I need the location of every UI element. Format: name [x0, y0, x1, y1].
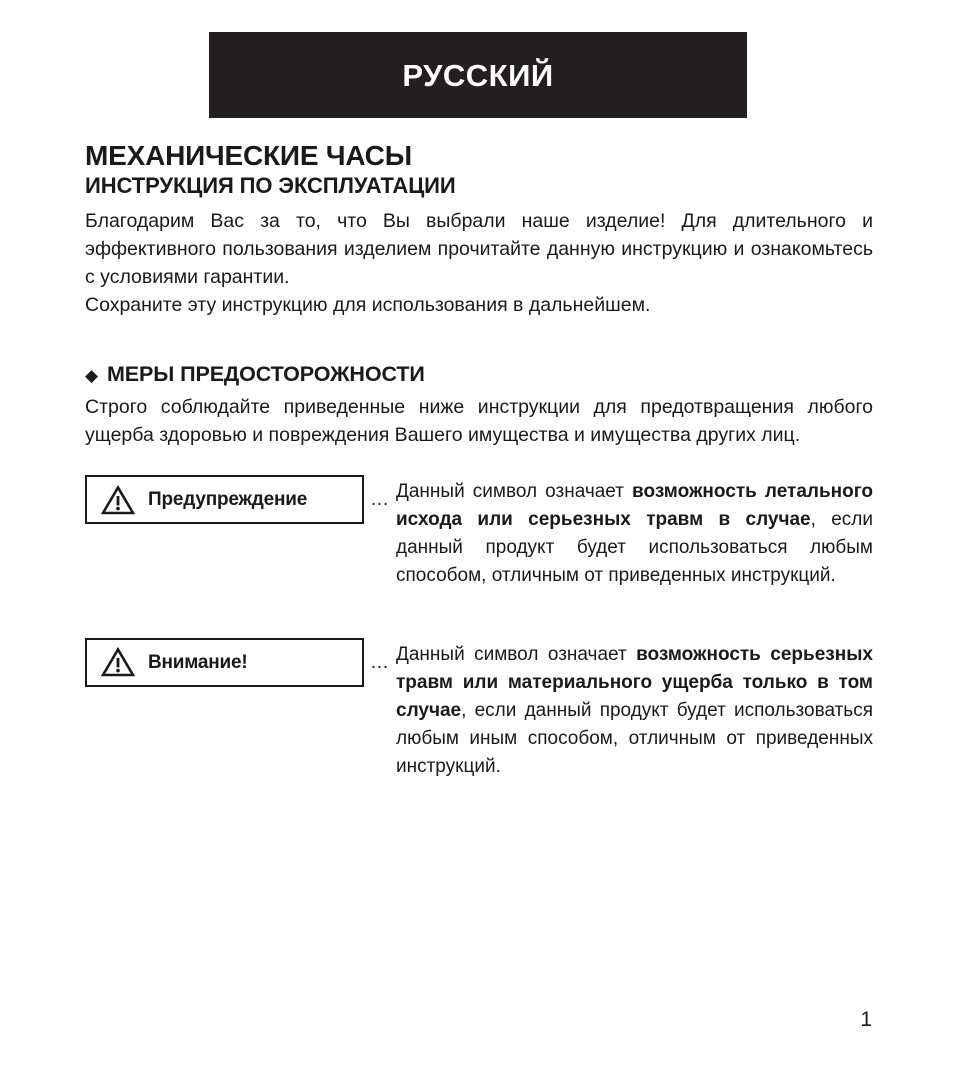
diamond-bullet-icon: ◆ — [85, 365, 98, 385]
caution-description-pre: Данный символ означает — [396, 643, 637, 665]
warning-description-pre: Данный символ означает — [396, 481, 633, 503]
warning-description — [396, 475, 873, 590]
warning-description-post: , если данный продукт будет использоваться любым способом, отличным от приведенных инструкций. — [396, 509, 874, 587]
warning-label-text: Предупреждение — [148, 489, 308, 511]
caution-description-emphasis: возможность серьезных травм или материального ущерба только в том случае — [396, 643, 873, 721]
warning-triangle-icon — [101, 485, 135, 515]
caution-description-post: , если данный продукт будет использоваться любым иным способом, отличным от приведенных инструкций. — [396, 699, 873, 777]
precautions-heading — [85, 362, 873, 387]
caution-description — [396, 638, 873, 781]
precautions-heading-label: МЕРЫ ПРЕДОСТОРОЖНОСТИ — [106, 361, 425, 386]
warning-row — [85, 475, 873, 590]
warning-label-box — [85, 475, 364, 524]
caution-label-box — [85, 638, 364, 687]
page-subtitle: ИНСТРУКЦИЯ ПО ЭКСПЛУАТАЦИИ — [85, 173, 456, 199]
caution-ellipsis: … — [370, 651, 390, 673]
document-body — [85, 140, 873, 781]
caution-row — [85, 638, 873, 781]
intro-keep-note: Сохраните эту инструкцию для использования в дальнейшем. — [85, 294, 651, 317]
precautions-lead-paragraph: Строго соблюдайте приведенные ниже инструкции для предотвращения любого ущерба здоровью и повреждения Вашего имущества и имущества других лиц. — [85, 395, 873, 446]
intro-paragraph: Благодарим Вас за то, что Вы выбрали наше изделие! Для длительного и эффективного пользования изделием прочитайте данную инструкцию и ознакомьтесь с условиями гарантии. — [85, 209, 873, 289]
warning-description-emphasis: возможность летального исхода или серьезных травм в случае — [396, 481, 873, 531]
language-header-label: РУССКИЙ — [402, 57, 554, 93]
caution-label-text: Внимание! — [148, 651, 248, 673]
page-title: МЕХАНИЧЕСКИЕ ЧАСЫ — [85, 140, 412, 171]
page-number: 1 — [860, 1008, 872, 1031]
warning-triangle-icon — [101, 647, 135, 677]
language-header-bar — [209, 32, 747, 118]
warning-ellipsis: … — [370, 489, 390, 511]
